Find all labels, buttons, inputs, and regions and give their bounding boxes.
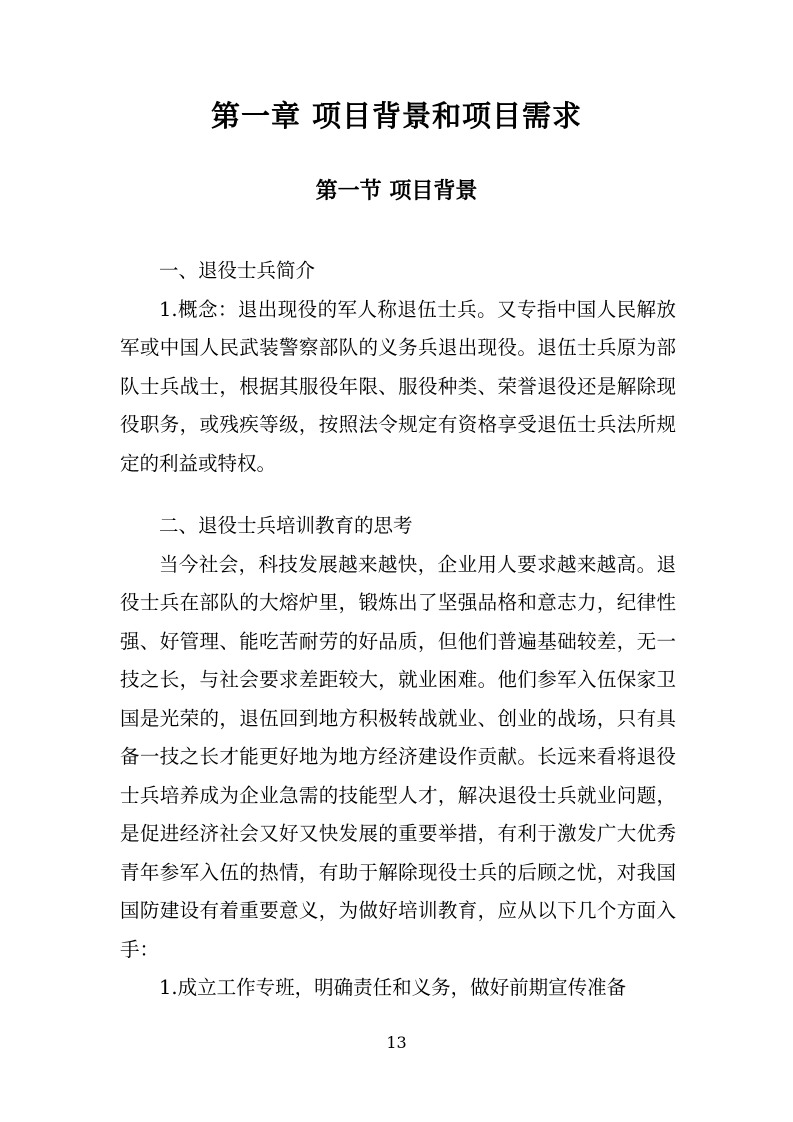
section-heading: 一、退役士兵简介 bbox=[159, 259, 316, 282]
chapter-title: 第一章 项目背景和项目需求 bbox=[210, 99, 583, 133]
page-number: 13 bbox=[386, 1033, 407, 1052]
paragraph-concept: 1.概念：退出现役的军人称退伍士兵。又专指中国人民解放军或中国人民武装警察部队的义务兵退出现役。退伍士兵原为部队士兵战士，根据其服役年限、服役种类、荣誉退役还是解除现役职务，或残疾等级，按照法令规定有资格享受退伍士兵法所规定的利益或特权。 bbox=[120, 297, 676, 475]
section-title: 第一节 项目背景 bbox=[315, 178, 478, 204]
paragraph-body: 当今社会，科技发展越来越快，企业用人要求越来越高。退役士兵在部队的大熔炉里，锻炼出了坚强品格和意志力，纪律性强、好管理、能吃苦耐劳的好品质，但他们普遍基础较差，无一技之长，与社会要求差距较大，就业困难。他们参军入伍保家卫国是光荣的，退伍回到地方积极转战就业、创业的战场，只有具备一技之长才能更好地为地方经济建设作贡献。长远来看将退役士兵培养成为企业急需的技能型人才，解决退役士兵就业问题，是促进经济社会又好又快发展的重要举措，有利于激发广大优秀青年参军入伍的热情，有助于解除现役士兵的后顾之忧，对我国国防建设有着重要意义，为做好培训教育，应从以下几个方面入手： bbox=[120, 552, 676, 961]
paragraph-list-item: 1.成立工作专班，明确责任和义务，做好前期宣传准备 bbox=[159, 976, 627, 999]
section-training bbox=[120, 507, 676, 1008]
section-heading: 二、退役士兵培训教育的思考 bbox=[159, 514, 413, 537]
section-intro bbox=[120, 252, 676, 483]
